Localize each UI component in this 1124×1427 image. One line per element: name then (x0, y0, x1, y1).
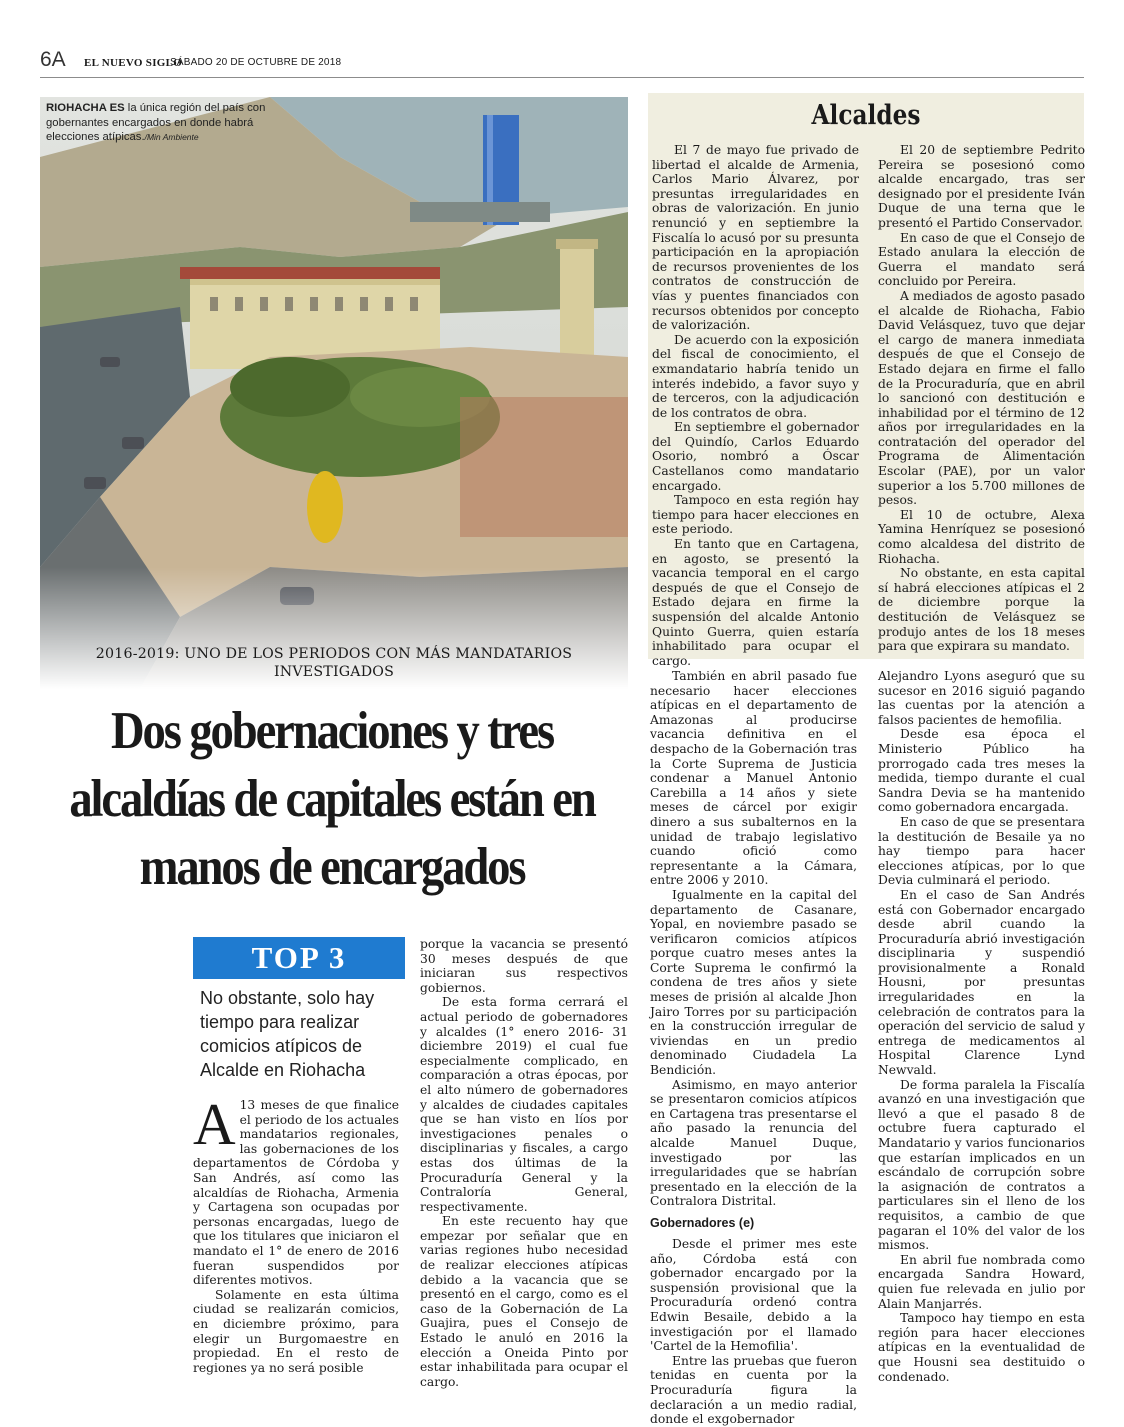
article-paragraph: En el caso de San Andrés está con Gobernador encargado desde abril cuando la Procuraduría abrió investigación disciplinaria y suspendió provisionalmente a Ronald Housni, por presuntas irregularidades en la celebración de contratos para la operación del servicio de salud y entrega de medicamentos al Hospital Clarence Lynd Newvald. (878, 887, 1085, 1078)
photo-caption (46, 101, 271, 145)
sidebar-paragraph: El 10 de octubre, Alexa Yamina Henríquez se posesionó como alcaldesa del distrito de Riohacha. (878, 507, 1085, 566)
article-paragraph: De forma paralela la Fiscalía avanzó en una investigación que llevó a que el pasado 8 de octubre fuera capturado el Mandatario y varios funcionarios que estarían implicados en un escándalo de corrupción sobre la asignación de contratos a particulares sin el lleno de los requisitos, a cambio de que pagaran el 10% del valor de los mismos. (878, 1077, 1085, 1253)
sidebar-paragraph: El 20 de septiembre Pedrito Pereira se posesionó como alcalde encargado, tras ser designado por el presidente Iván Duque de una terna que le presentó el Partido Conservador. (878, 143, 1085, 230)
article-paragraph: Desde el primer mes este año, Córdoba está con gobernador encargado por la suspensión provisional que la Procuraduría ordenó contra Edwin Besaile, debido a la investigación por el llamado 'Cartel de la Hemofilia'. (650, 1236, 857, 1354)
drop-cap: A (193, 1091, 236, 1157)
sidebar-column-1 (652, 143, 859, 668)
article-paragraph: En este recuento hay que empezar por señalar que en varias regiones hubo necesidad de realizar elecciones atípicas debido a la vacancia que se presentó en el cargo, como es el caso de la Gobernación de La Guajira, pues el Consejo de Estado le anuló en 2016 la elección a Oneida Pinto por estar inhabilitada para ocupar el cargo. (420, 1214, 628, 1389)
article-paragraph: En caso de que se presentara la destitución de Besaile ya no hay tiempo para hacer elecciones atípicas, por lo que Devia culminará el periodo. (878, 814, 1085, 888)
article-paragraph: porque la vacancia se presentó 30 meses después de que iniciaran sus respectivos gobiernos. (420, 937, 628, 995)
photo-caption-lead: RIOHACHA ES (46, 102, 125, 114)
headline-kicker: 2016-2019: UNO DE LOS PERIODOS CON MÁS MANDATARIOS INVESTIGADOS (95, 646, 573, 680)
sidebar-alcaldes (648, 93, 1085, 668)
article-paragraph: Alejandro Lyons aseguró que su sucesor en 2016 siguió pagando las cuentas por la atención a falsos pacientes de hemofilia. (878, 669, 1085, 727)
article-paragraph: Desde esa época el Ministerio Público ha prorrogado cada tres meses la medida, tiempo durante el cual Sandra Devia se ha mantenido como gobernadora encargada. (878, 727, 1085, 815)
photo-credit: /Min Ambiente (144, 132, 199, 142)
sidebar-paragraph: De acuerdo con la exposición del fiscal de conocimiento, el exmandatario habría tenido un interés indebido, a favor suyo y de terceros, con la adjudicación de los contratos de obra. (652, 332, 859, 420)
article-column-3 (650, 669, 857, 1427)
publication-name: EL NUEVO SIGLO (84, 57, 183, 69)
article-paragraph: Asimismo, en mayo anterior se presentaron comicios atípicos en Cartagena tras presentarse el año pasado la renuncia del alcalde Manuel Duque, investigado por las irregularidades que se habrían presentado en la elección de la Contralora Distrital. (650, 1077, 857, 1209)
page-number: 6A (40, 48, 66, 71)
page-header (40, 44, 1084, 78)
sidebar-paragraph: En tanto que en Cartagena, en agosto, se presentó la vacancia temporal en el cargo después de que el Consejo de Estado dejara en firme la suspensión del alcalde Antonio Quinto Guerra, quien estaría inhabilitado para ocupar el cargo. (652, 537, 859, 668)
article-paragraph: Igualmente en la capital del departamento de Casanare, Yopal, en noviembre pasado se verificaron comicios atípicos porque cuatro meses antes la Corte Suprema le confirmó la condena de tres años y siete meses de prisión al alcalde Jhon Jairo Torres por su participación en la construcción irregular de viviendas en un predio denominado Ciudadela La Bendición. (650, 887, 857, 1078)
sidebar-paragraph: A mediados de agosto pasado el alcalde de Riohacha, Fabio David Velásquez, tuvo que dejar el cargo de manera inmediata después de que el Consejo de Estado dejara en firme el fallo de la Procuraduría, que en abril lo sancionó con destitución e inhabilidad por el término de 12 años por irregularidades en la contratación del operador del Programa de Alimentación Escolar (PAE), por un valor superior a los 5.700 millones de pesos. (878, 288, 1085, 508)
article-paragraph: Tampoco hay tiempo en esta región para hacer elecciones atípicas en la eventualidad de que Housni sea destituido o condenado. (878, 1311, 1085, 1384)
top3-label: TOP 3 (193, 937, 405, 979)
article-column-4 (878, 669, 1085, 1384)
sidebar-paragraph: Tampoco en esta región hay tiempo para hacer elecciones en este periodo. (652, 493, 859, 537)
article-paragraph: También en abril pasado fue necesario hacer elecciones atípicas en el departamento de Amazonas al producirse vacancia definitiva en el despacho de la Gobernación tras la Corte Suprema de Justicia condenar a Manuel Antonio Carebilla a 14 años y siete meses de cárcel por exigir dinero a sus subalternos en la unidad de trabajo legislativo cuando ofició como representante a la Cámara, entre 2006 y 2010. (650, 669, 857, 888)
photo-caption-text: la única región del país con gobernantes encargados en donde habrá elecciones atípicas. (46, 102, 266, 143)
article-column-2 (420, 937, 628, 1389)
sidebar-paragraph: En septiembre el gobernador del Quindío, Carlos Eduardo Osorio, nombró a Óscar Castellanos como mandatario encargado. (652, 420, 859, 493)
sidebar-paragraph: En caso de que el Consejo de Estado anulara la elección de Guerra el mandato será concluido por Pereira. (878, 230, 1085, 289)
article-column-1 (193, 1091, 399, 1375)
sidebar-paragraph: No obstante, en esta capital sí habrá elecciones atípicas el 2 de diciembre porque la destitución de Velásquez se produjo antes de los 18 meses para que expirara su mandato. (878, 566, 1085, 654)
sidebar-paragraph: El 7 de mayo fue privado de libertad el alcalde de Armenia, Carlos Mario Álvarez, por presuntas irregularidades en obras de valorización. En junio renunció y en septiembre la Fiscalía lo acusó por su presunta participación en la apropiación de recursos provenientes de los contratos de construcción de vías y puentes financiados con recursos obtenidos por concepto de valorización. (652, 143, 859, 333)
sidebar-title: Alcaldes (811, 100, 921, 131)
top3-pull-quote: No obstante, solo hay tiempo para realizar comicios atípicos de Alcalde en Riohacha (200, 988, 375, 1080)
article-paragraph: Solamente en esta última ciudad se realizarán comicios, en diciembre próximo, para elegir un Burgomaestre en propiedad. En el resto de regiones ya no será posible (193, 1287, 399, 1375)
subheading-gobernadores: Gobernadores (e) (650, 1215, 755, 1230)
article-paragraph: 13 meses de que finalice el periodo de los actuales mandatarios regionales, las gobernaciones de los departamentos de Córdoba y San Andrés, así como las alcaldías de Riohacha, Armenia y Cartagena son ocupadas por personas encargadas, luego de que los titulares que iniciaron el mandato el 1° de enero de 2016 fueran suspendidos por diferentes motivos. (193, 1098, 399, 1288)
article-paragraph: De esta forma cerrará el actual periodo de gobernadores y alcaldes (1° enero 2016- 31 diciembre 2019) el cual fue especialmente complicado, en comparación a otras épocas, por el alto número de gobernadores y alcaldes de ciudades capitales que se han visto en líos por investigaciones penales o disciplinarias y fiscales, a cargo estas dos últimas de la Procuraduría General y la Contraloría General, respectivamente. (420, 995, 628, 1214)
headline: Dos gobernaciones y tres alcaldías de capitales están en manos de encargados (69, 702, 595, 896)
article-paragraph: En abril fue nombrada como encargada Sandra Howard, quien fue relevada en julio por Alain Manjarrés. (878, 1252, 1085, 1311)
issue-date: SÁBADO 20 DE OCTUBRE DE 2018 (170, 57, 342, 68)
article-paragraph: Entre las pruebas que fueron tenidas en cuenta por la Procuraduría figura la declaración a un medio radial, donde el exgobernador (650, 1353, 857, 1427)
riohacha-aerial-photo (40, 97, 628, 689)
sidebar-column-2 (878, 143, 1085, 654)
